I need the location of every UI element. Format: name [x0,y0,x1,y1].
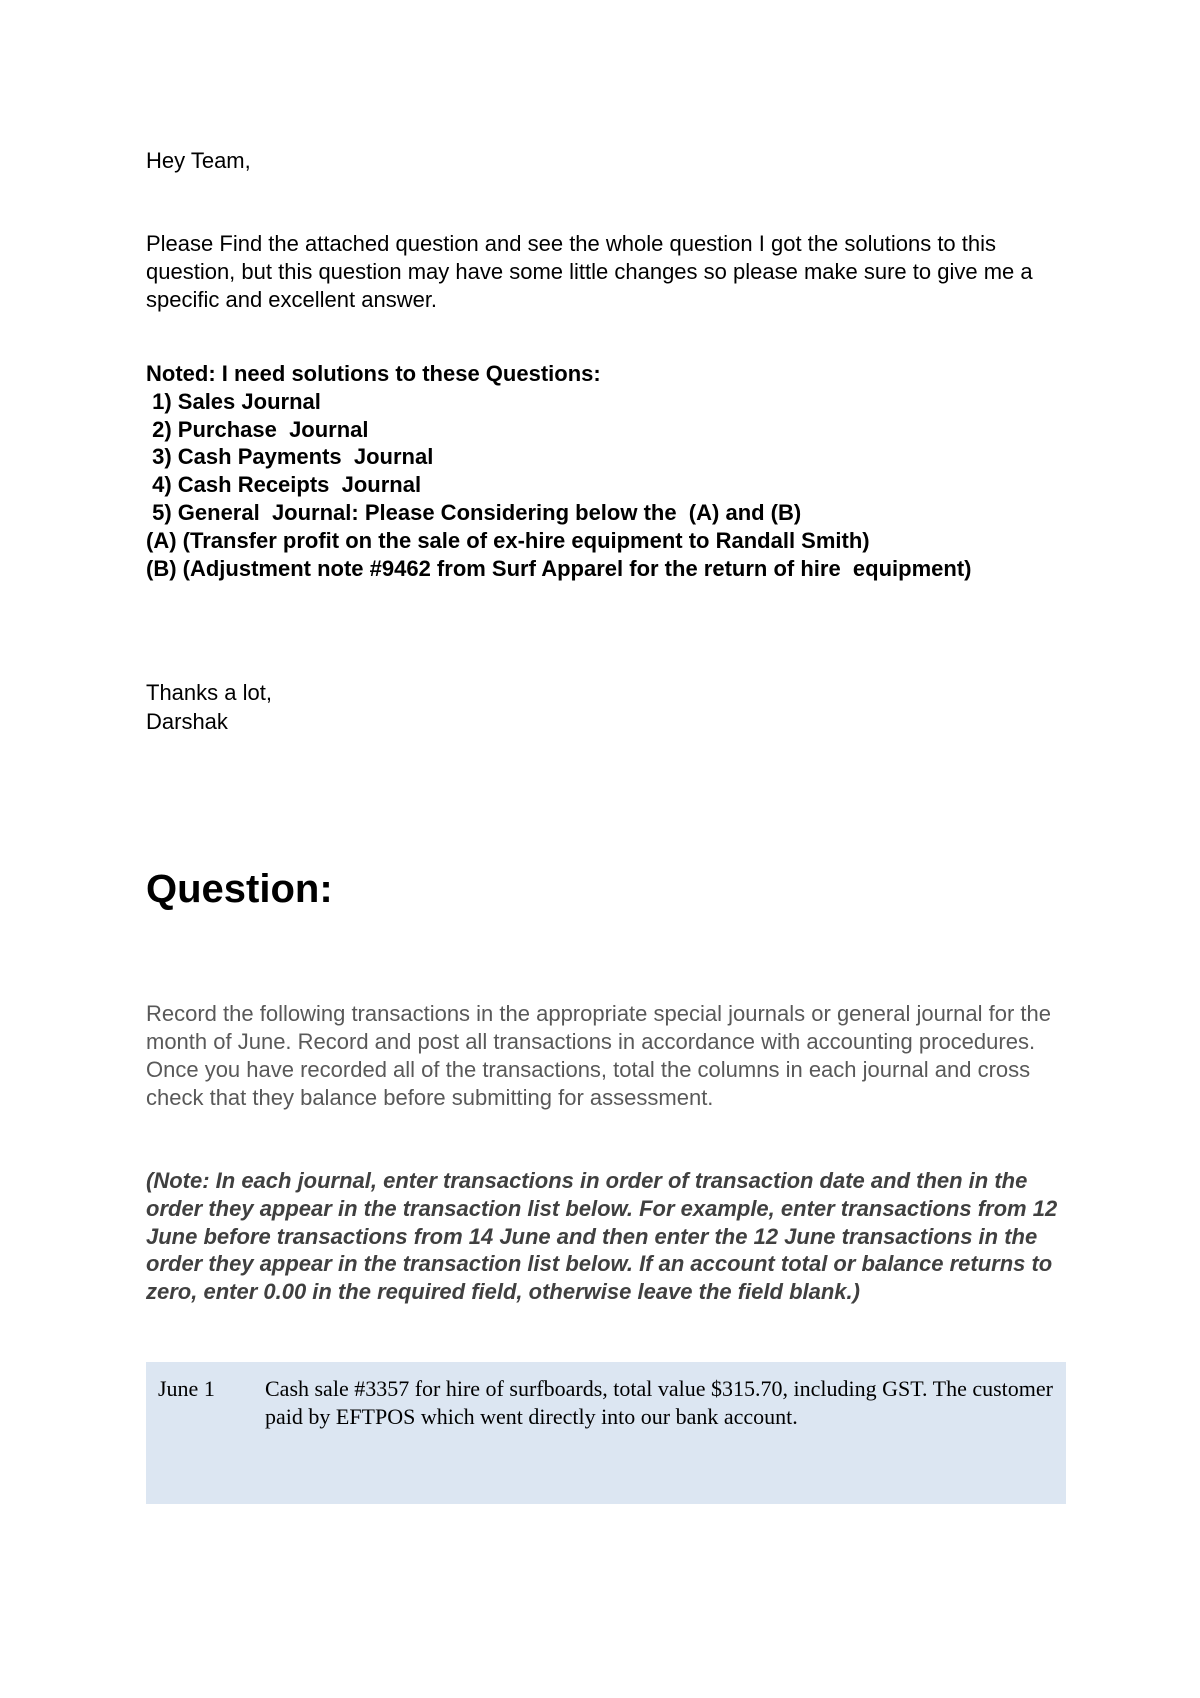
consideration-item: (B) (Adjustment note #9462 from Surf Apparel for the return of hire equipment) [146,555,972,581]
required-item: 4) Cash Receipts Journal [146,472,422,498]
signature: Darshak [146,709,228,734]
transaction-description: Cash sale #3357 for hire of surfboards, total value $315.70, including GST. The customer paid by EFTPOS which went directly into our bank account. [265,1376,1053,1429]
question-note: (Note: In each journal, enter transactions in order of transaction date and then in the order they appear in the transaction list below. For example, enter transactions from 12 June before transactions from 14 June and then enter the 12 June transactions in the order they appear in the transaction list below. If an account total or balance returns to zero, enter 0.00 in the required field, otherwise leave the field blank.) [146,1168,1058,1305]
question-heading: Question: [146,867,333,911]
required-solutions-block [146,360,1086,582]
intro-paragraph: Please Find the attached question and see the whole question I got the solutions to this question, but this question may have some little changes so please make sure to give me a specific and excellent answer. [146,231,1033,312]
transaction-table [146,1362,1066,1504]
transaction-date: June 1 [158,1376,215,1401]
noted-heading: Noted: I need solutions to these Questions: [146,361,601,386]
consideration-item: (A) (Transfer profit on the sale of ex-hire equipment to Randall Smith) [146,527,870,553]
required-item: 5) General Journal: Please Considering below the (A) and (B) [146,499,802,525]
question-body: Record the following transactions in the appropriate special journals or general journal for the month of June. Record and post all transactions in accordance with accounting procedures. Once you have recorded all of the transactions, total the columns in each journal and cross check that they balance before submitting for assessment. [146,1001,1051,1110]
required-item: 1) Sales Journal [146,388,321,414]
signoff-block [146,678,272,736]
required-item: 3) Cash Payments Journal [146,444,434,470]
required-item: 2) Purchase Journal [146,416,369,442]
greeting: Hey Team, [146,148,251,173]
closing-line: Thanks a lot, [146,680,272,705]
